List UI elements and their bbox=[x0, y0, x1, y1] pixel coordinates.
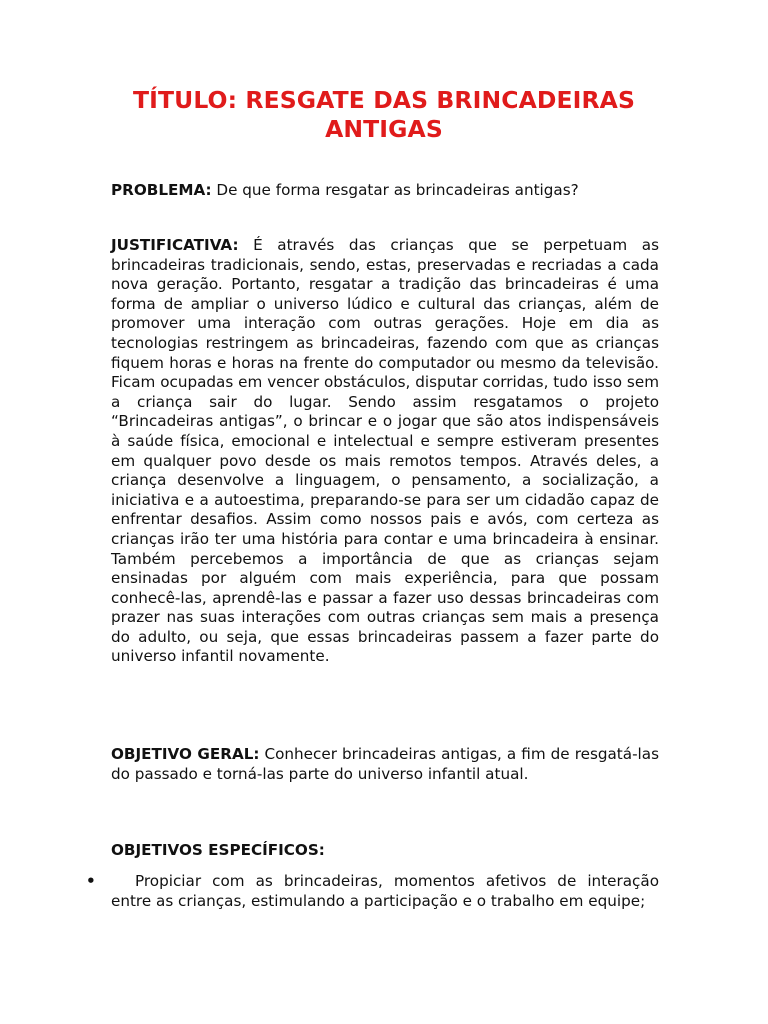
problema-paragraph bbox=[111, 181, 659, 201]
justificativa-paragraph bbox=[111, 236, 659, 667]
bullet-icon: • bbox=[86, 872, 96, 890]
justificativa-label: JUSTIFICATIVA: bbox=[111, 236, 239, 254]
objetivo-geral-paragraph bbox=[111, 745, 659, 784]
document-title: TÍTULO: RESGATE DAS BRINCADEIRAS ANTIGAS bbox=[133, 86, 635, 143]
objetivo-geral-text: Conhecer brincadeiras antigas, a fim de resgatá-las do passado e torná-las parte do universo infantil atual. bbox=[111, 745, 659, 783]
objetivo-geral-label: OBJETIVO GERAL: bbox=[111, 745, 260, 763]
justificativa-text: É através das crianças que se perpetuam as brincadeiras tradicionais, sendo, estas, preservadas e recriadas a cada nova geração. Portanto, resgatar a tradição das brincadeiras é uma forma de ampliar o universo lúdico e cultural das crianças, além de promover uma interação com outras gerações. Hoje em dia as tecnologias restringem as brincadeiras, fazendo com que as crianças fiquem horas e horas na frente do computador ou mesmo da televisão. Ficam ocupadas em vencer obstáculos, disputar corridas, tudo isso sem a criança sair do lugar. Sendo assim resgatamos o projeto “Brincadeiras antigas”, o brincar e o jogar que são atos indispensáveis à saúde física, emocional e intelectual e sempre estiveram presentes em qualquer povo desde os mais remotos tempos. Através deles, a criança desenvolve a linguagem, o pensamento, a socialização, a iniciativa e a autoestima, preparando-se para ser um cidadão capaz de enfrentar desafios. Assim como nossos pais e avós, com certeza as crianças irão ter uma história para contar e uma brincadeira à ensinar. Também percebemos a importância de que as crianças sejam ensinadas por alguém com mais experiência, para que possam conhecê-las, aprendê-las e passar a fazer uso dessas brincadeiras com prazer nas suas interações com outras crianças sem mais a presença do adulto, ou seja, que essas brincadeiras passem a fazer parte do universo infantil novamente. bbox=[111, 236, 659, 666]
list-item bbox=[111, 872, 659, 911]
problema-text: De que forma resgatar as brincadeiras antigas? bbox=[211, 181, 579, 199]
list-item-text: Propiciar com as brincadeiras, momentos afetivos de interação entre as crianças, estimulando a participação e o trabalho em equipe; bbox=[111, 872, 659, 910]
objetivos-especificos-heading: OBJETIVOS ESPECÍFICOS: bbox=[111, 841, 325, 859]
problema-label: PROBLEMA: bbox=[111, 181, 212, 199]
